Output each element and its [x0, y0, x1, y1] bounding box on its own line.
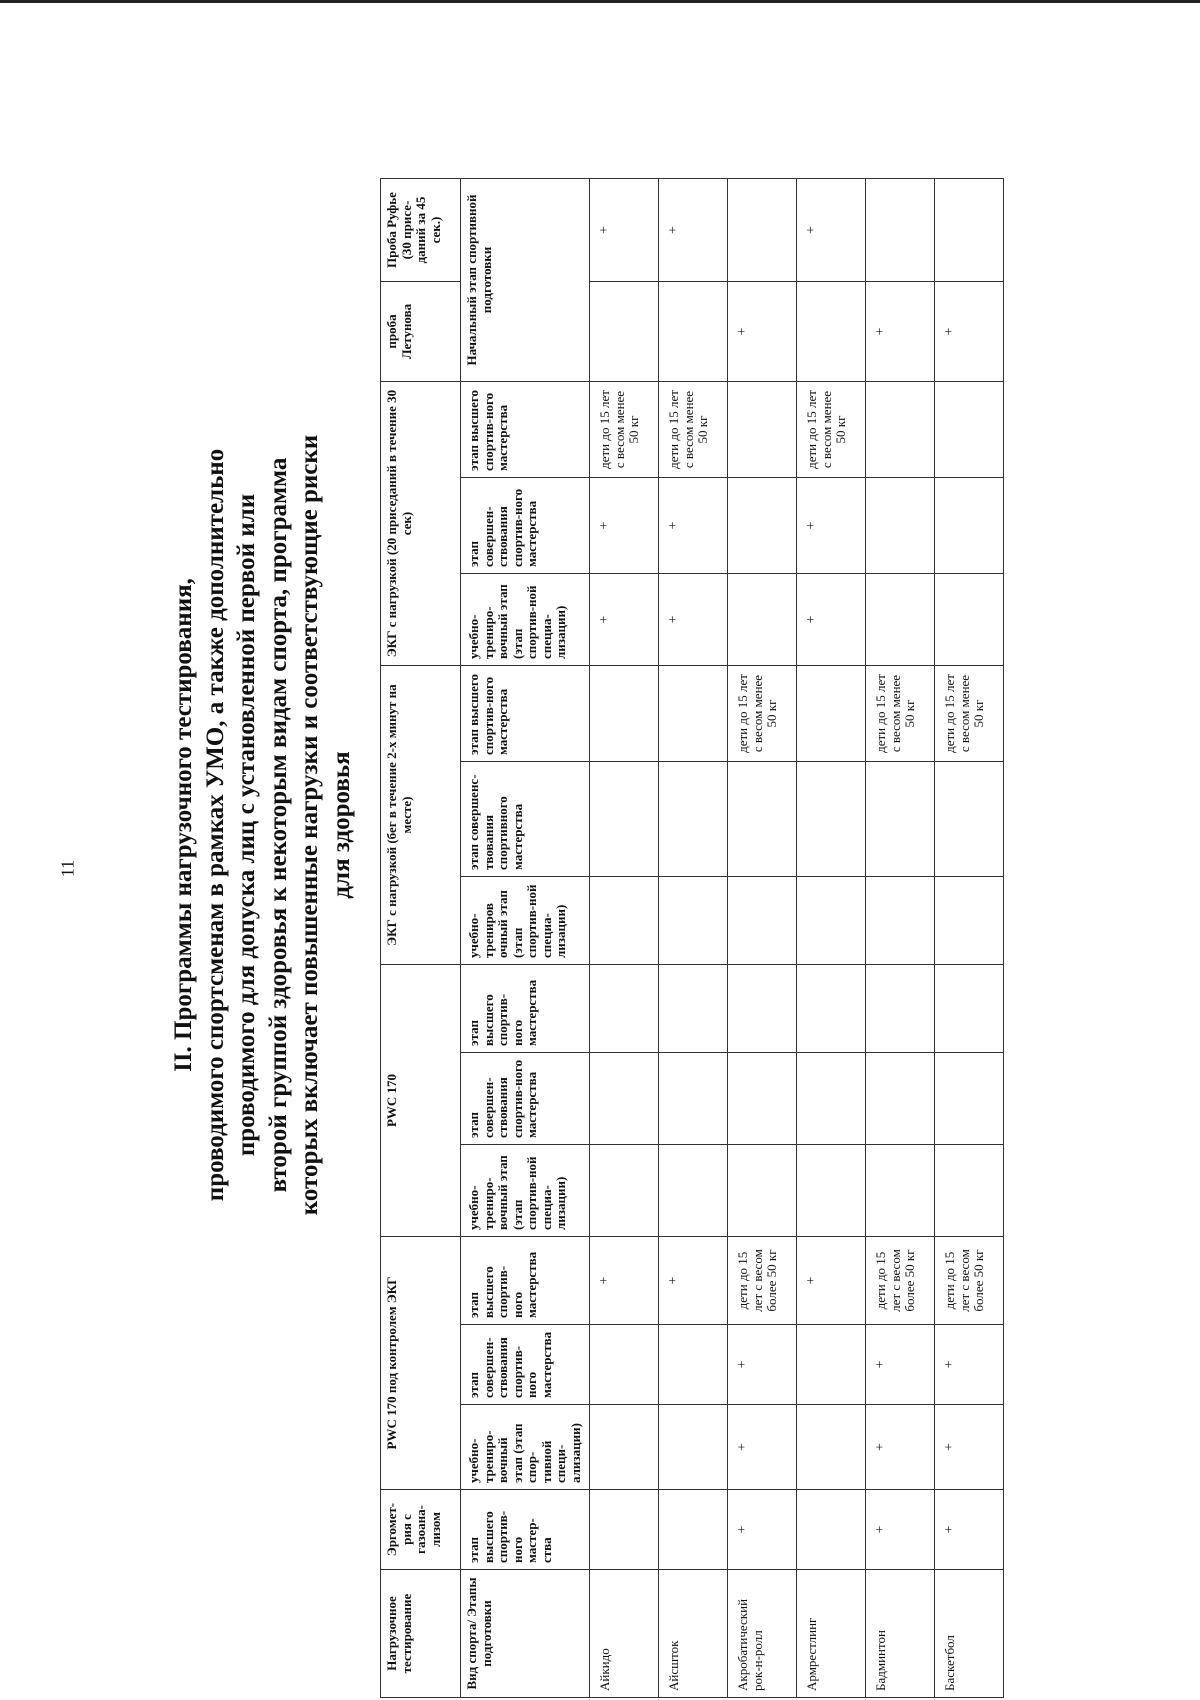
sport-name: Акробатический рок-н-ролл [728, 1570, 797, 1698]
table-cell [866, 1053, 935, 1145]
table-cell [866, 179, 935, 282]
subheader-stage: учебно-трениро-вочный этап (этап спортив-ной специа-лизации) [461, 574, 590, 666]
table-cell: + [659, 1237, 728, 1325]
table-cell: + [659, 179, 728, 282]
sport-name: Армрестлинг [797, 1570, 866, 1698]
table-cell: + [590, 478, 659, 574]
table-cell [935, 965, 1004, 1053]
subheader-stage: этап высшего спортив-ного мастер-ства [461, 1490, 590, 1570]
table-cell [728, 179, 797, 282]
subheader-stage: этап совершенс-твования спортивного мастерства [461, 762, 590, 877]
table-cell [797, 1490, 866, 1570]
title-line: для здоровья [327, 751, 355, 899]
table-cell [728, 1145, 797, 1237]
table-cell [590, 282, 659, 382]
table-cell [797, 1405, 866, 1490]
table-cell [797, 1325, 866, 1405]
table-cell [590, 1405, 659, 1490]
header-letunov-test: проба Летунова [381, 282, 461, 382]
table-cell [590, 1490, 659, 1570]
table-cell [866, 965, 935, 1053]
table-cell: + [728, 1405, 797, 1490]
table-cell: + [866, 1405, 935, 1490]
table-cell [659, 877, 728, 965]
header-ekg-run: ЭКГ с нагрузкой (бег в течение 2-х минут на месте) [381, 666, 461, 965]
subheader-stage: учебно-трениро-вочный этап (этап спортив-ной специа-лизации) [461, 1145, 590, 1237]
subheader-stage: этап высшего спортив-ного мастерства [461, 965, 590, 1053]
header-pwc170: PWC 170 [381, 965, 461, 1237]
table-cell [728, 762, 797, 877]
subheader-stage: этап совершен-ствования спортив-ного мастерства [461, 1053, 590, 1145]
table-row [797, 179, 866, 1698]
header-sport-stages: Вид спорта/ Этапы подготовки [461, 1570, 590, 1698]
table-cell: + [728, 1490, 797, 1570]
table-cell: дети до 15 лет с весом менее 50 кг [935, 666, 1004, 762]
table-cell: + [866, 282, 935, 382]
table-cell: + [659, 574, 728, 666]
table-cell [866, 574, 935, 666]
table-cell [797, 666, 866, 762]
header-rufie-test: Проба Руфье (30 присе-даний за 45 сек.) [381, 179, 461, 282]
table-cell: дети до 15 лет с весом более 50 кг [728, 1237, 797, 1325]
table-cell: + [590, 574, 659, 666]
table-row [659, 179, 728, 1698]
table-cell [590, 877, 659, 965]
table-cell [797, 1053, 866, 1145]
table-row [866, 179, 935, 1698]
table-cell [866, 382, 935, 478]
table-row [935, 179, 1004, 1698]
subheader-stage: этап высшего спортив-ного мастерства [461, 1237, 590, 1325]
table-cell [866, 478, 935, 574]
table-cell [935, 877, 1004, 965]
table-cell [866, 877, 935, 965]
header-pwc170-ekg: PWC 170 под контролем ЭКГ [381, 1237, 461, 1490]
table-cell [935, 574, 1004, 666]
table-cell [797, 965, 866, 1053]
sport-name: Бадминтон [866, 1570, 935, 1698]
table-cell: дети до 15 лет с весом менее 50 кг [659, 382, 728, 478]
table-cell [728, 965, 797, 1053]
table-cell: + [797, 1237, 866, 1325]
table-cell [590, 965, 659, 1053]
table-cell [659, 1405, 728, 1490]
table-cell [797, 1145, 866, 1237]
load-testing-table [380, 178, 1004, 1698]
table-cell [590, 1145, 659, 1237]
page-number: 11 [57, 859, 78, 878]
subheader-stage: этап высшего спортив-ного мастерства [461, 382, 590, 478]
table-cell [797, 877, 866, 965]
table-cell [590, 762, 659, 877]
table-cell: дети до 15 лет с весом менее 50 кг [728, 666, 797, 762]
table-cell [728, 877, 797, 965]
table-cell: + [866, 1490, 935, 1570]
table-cell: + [797, 179, 866, 282]
table-cell: + [935, 1490, 1004, 1570]
table-header-row [381, 179, 461, 1698]
table-cell: + [728, 1325, 797, 1405]
subheader-stage: этап совершен-ствования спортив-ного мастерства [461, 478, 590, 574]
subheader-stage: этап высшего спортив-ного мастерства [461, 666, 590, 762]
table-cell [659, 762, 728, 877]
table-cell [590, 1053, 659, 1145]
header-load-testing: Нагрузочное тестирование [381, 1570, 461, 1698]
title-line: II. Программы нагрузочного тестирования, [170, 578, 197, 1072]
table-row [728, 179, 797, 1698]
table-cell [728, 382, 797, 478]
sport-name: Айсшток [659, 1570, 728, 1698]
table-cell [659, 1325, 728, 1405]
table-cell: + [590, 179, 659, 282]
table-subheader-row [461, 179, 590, 1698]
table-cell: дети до 15 лет с весом менее 50 кг [866, 666, 935, 762]
table-cell: + [935, 1325, 1004, 1405]
table-cell [659, 282, 728, 382]
table-cell [728, 478, 797, 574]
table-cell [659, 1490, 728, 1570]
table-cell [797, 762, 866, 877]
table-cell [935, 1053, 1004, 1145]
table-cell [659, 1145, 728, 1237]
title-line: проводимого для допуска лиц с установленной первой или [233, 493, 260, 1157]
table-cell [866, 1145, 935, 1237]
table-cell: + [797, 574, 866, 666]
table-cell: + [797, 478, 866, 574]
subheader-stage: учебно-трениро-вочный этап (этап спор-тивной специ-ализации) [461, 1405, 590, 1490]
title-line: которых включает повышенные нагрузки и соответствующие риски [296, 434, 323, 1216]
subheader-stage: этап совершен-ствования спортив-ного мастерства [461, 1325, 590, 1405]
table-cell: дети до 15 лет с весом менее 50 кг [797, 382, 866, 478]
title-line: второй группой здоровья к некоторым видам спорта, программа [264, 457, 292, 1193]
table-cell [935, 179, 1004, 282]
table-cell: дети до 15 лет с весом менее 50 кг [590, 382, 659, 478]
table-cell [590, 1325, 659, 1405]
header-ekg-squat: ЭКГ с нагрузкой (20 приседаний в течение 30 сек) [381, 382, 461, 666]
table-cell: + [866, 1325, 935, 1405]
table-cell [728, 1053, 797, 1145]
table-cell [728, 574, 797, 666]
table-cell [935, 1145, 1004, 1237]
table-cell: дети до 15 лет с весом более 50 кг [866, 1237, 935, 1325]
table-cell: + [659, 478, 728, 574]
table-cell: + [590, 1237, 659, 1325]
table-cell [659, 965, 728, 1053]
table-cell: дети до 15 лет с весом более 50 кг [935, 1237, 1004, 1325]
table-cell [935, 478, 1004, 574]
table-cell: + [728, 282, 797, 382]
table-cell [935, 382, 1004, 478]
table-cell [659, 1053, 728, 1145]
table-cell: + [935, 1405, 1004, 1490]
subheader-stage: учебно-трениров очный этап (этап спортив-ной специа-лизации) [461, 877, 590, 965]
table-cell [590, 666, 659, 762]
title-line: проводимого спортсменам в рамках УМО, а также дополнительно [201, 448, 229, 1202]
table-cell [935, 762, 1004, 877]
table-cell [866, 762, 935, 877]
table-cell: + [935, 282, 1004, 382]
document-title [168, 200, 357, 1450]
header-ergometry: Эргомет-рия с газоана-лизом [381, 1490, 461, 1570]
sport-name: Айкидо [590, 1570, 659, 1698]
subheader-initial-stage: Начальный этап спортивной подготовки [461, 179, 590, 382]
table-cell [797, 282, 866, 382]
sport-name: Баскетбол [935, 1570, 1004, 1698]
table-cell [659, 666, 728, 762]
table-row [590, 179, 659, 1698]
